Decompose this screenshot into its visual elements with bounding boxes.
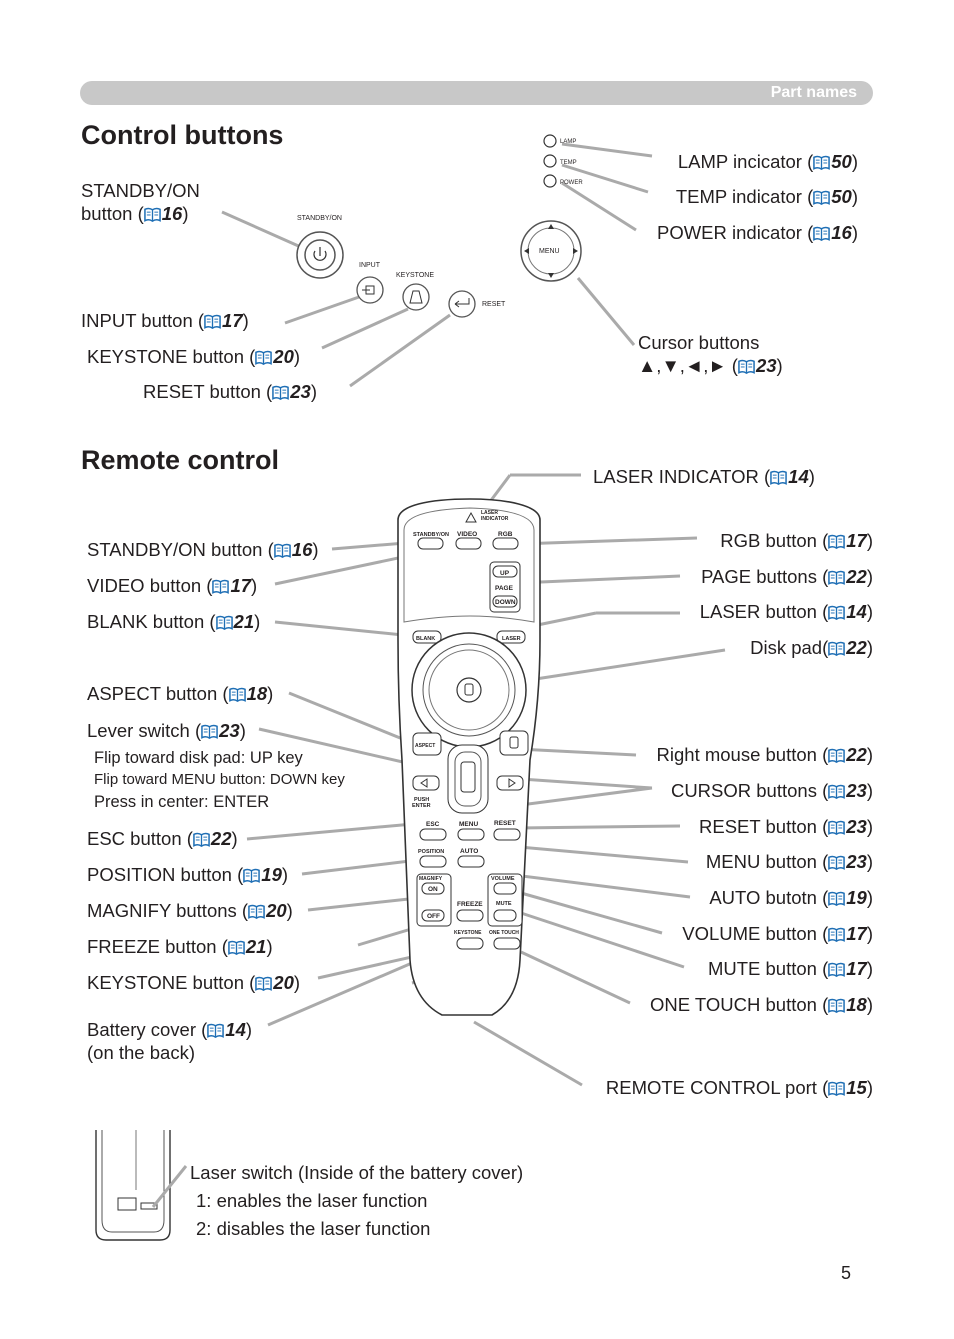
control-buttons-heading: Control buttons — [81, 120, 284, 150]
remote-label-reset: RESET — [494, 820, 516, 827]
remote-label-laser-indicator-2: INDICATOR — [481, 516, 509, 522]
callout-remote-reset: RESET button ( 23) — [699, 816, 873, 837]
book-icon — [248, 904, 265, 919]
battery-cover-illus — [96, 1130, 170, 1240]
callout-input: INPUT button ( 17) — [81, 310, 249, 331]
remote-label-enter: ENTER — [412, 803, 431, 809]
book-icon — [255, 976, 272, 991]
book-icon — [216, 615, 233, 630]
callout-page: PAGE buttons ( 22) — [701, 566, 873, 587]
callout-remote-blank: BLANK button ( 21) — [87, 611, 261, 632]
remote-label-aspect: ASPECT — [415, 743, 436, 749]
remote-label-up: UP — [500, 570, 510, 577]
callout-remote-lever: Lever switch ( 23) — [87, 720, 246, 741]
callout-remote-volume: VOLUME button ( 17) — [682, 923, 873, 944]
callout-battery-cover: Battery cover ( 14) — [87, 1019, 253, 1040]
panel-label-menu: MENU — [539, 248, 560, 255]
laser-switch-line2: 1: enables the laser function — [196, 1190, 428, 1211]
panel-label-temp: TEMP — [560, 160, 577, 166]
book-icon — [212, 579, 229, 594]
panel-keystone-button-illus — [403, 284, 429, 310]
remote-label-position: POSITION — [418, 849, 445, 855]
callout-cursor-line1: Cursor buttons — [638, 332, 760, 353]
callout-disk-pad: Disk pad( 22) — [750, 637, 873, 658]
remote-label-freeze: FREEZE — [457, 901, 483, 908]
callout-cursor-buttons: CURSOR buttons ( 23) — [670, 780, 873, 801]
book-icon — [828, 784, 845, 799]
callout-remote-standby: STANDBY/ON button ( 16) — [87, 539, 319, 560]
remote-label-off: OFF — [427, 913, 440, 920]
remote-label-auto: AUTO — [460, 848, 479, 855]
panel-label-standby: STANDBY/ON — [297, 215, 342, 222]
book-icon — [828, 998, 845, 1013]
panel-label-input: INPUT — [359, 262, 380, 269]
callout-remote-aspect: ASPECT button ( 18) — [87, 683, 274, 704]
callout-rgb: RGB button ( 17) — [720, 530, 873, 551]
panel-input-button-illus — [357, 277, 383, 303]
remote-label-one-touch: ONE TOUCH — [489, 930, 519, 936]
book-icon — [193, 832, 210, 847]
callout-laser-indicator: LASER INDICATOR ( 14) — [593, 466, 815, 487]
panel-reset-button-illus — [449, 291, 475, 317]
remote-label-standby: STANDBY/ON — [413, 532, 449, 538]
callout-standby: button ( 16) — [81, 203, 189, 224]
book-icon — [828, 605, 845, 620]
callout-remote-menu: MENU button ( 23) — [705, 851, 873, 872]
book-icon — [828, 748, 845, 763]
callout-remote-esc: ESC button ( 22) — [87, 828, 238, 849]
lever-note-enter: Press in center: ENTER — [94, 793, 270, 811]
remote-label-rgb: RGB — [498, 531, 513, 538]
remote-label-page: PAGE — [495, 585, 513, 592]
panel-indicators-illus — [544, 135, 556, 187]
callout-remote-magnify: MAGNIFY buttons ( 20) — [87, 900, 293, 921]
book-icon — [207, 1023, 224, 1038]
remote-label-push: PUSH — [414, 797, 430, 803]
remote-label-on: ON — [428, 886, 438, 893]
book-icon — [828, 927, 845, 942]
book-icon — [243, 868, 260, 883]
panel-label-keystone: KEYSTONE — [396, 272, 434, 279]
remote-label-menu: MENU — [459, 821, 479, 828]
panel-label-power: POWER — [560, 180, 583, 186]
book-icon — [201, 724, 218, 739]
panel-standby-button-illus — [297, 232, 343, 278]
laser-switch-line3: 2: disables the laser function — [196, 1218, 431, 1239]
remote-control-heading: Remote control — [81, 445, 280, 475]
section-label: Part names — [770, 84, 857, 101]
book-icon — [770, 470, 787, 485]
panel-label-lamp: LAMP — [560, 139, 577, 145]
callout-remote-one-touch: ONE TOUCH button ( 18) — [650, 994, 873, 1015]
callout-lamp: LAMP incicator ( 50) — [677, 151, 858, 172]
callout-laser: LASER button ( 14) — [699, 601, 873, 622]
remote-label-magnify: MAGNIFY — [419, 876, 443, 882]
callout-standby-line1: STANDBY/ON — [81, 180, 200, 201]
book-icon — [828, 570, 845, 585]
book-icon — [274, 543, 291, 558]
book-icon — [813, 226, 830, 241]
panel-label-reset: RESET — [482, 301, 506, 308]
callout-right-mouse: Right mouse button ( 22) — [656, 744, 873, 765]
callout-power: POWER indicator ( 16) — [656, 222, 858, 243]
book-icon — [229, 687, 246, 702]
remote-label-laser: LASER — [502, 636, 521, 642]
book-icon — [255, 350, 272, 365]
book-icon — [228, 940, 245, 955]
book-icon — [828, 891, 845, 906]
book-icon — [828, 962, 845, 977]
book-icon — [813, 155, 830, 170]
book-icon — [272, 385, 289, 400]
remote-label-esc: ESC — [426, 821, 440, 828]
remote-label-volume: VOLUME — [491, 876, 515, 882]
callout-reset: RESET button ( 23) — [143, 381, 317, 402]
book-icon — [828, 534, 845, 549]
callout-cursor: ▲,▼,◄,► ( 23) — [638, 355, 783, 376]
lever-note-up: Flip toward disk pad: UP key — [94, 749, 303, 767]
book-icon — [828, 641, 845, 656]
remote-label-down: DOWN — [495, 599, 516, 606]
callout-remote-video: VIDEO button ( 17) — [87, 575, 258, 596]
book-icon — [828, 1081, 845, 1096]
remote-label-mute: MUTE — [496, 901, 512, 907]
remote-body-illus — [398, 499, 540, 1015]
book-icon — [813, 190, 830, 205]
remote-label-laser-indicator-1: LASER — [481, 510, 498, 516]
callout-temp: TEMP indicator ( 50) — [675, 186, 858, 207]
remote-label-keystone: KEYSTONE — [454, 930, 482, 936]
page-number: 5 — [841, 1263, 852, 1283]
laser-switch-line1: Laser switch (Inside of the battery cover) — [190, 1162, 524, 1183]
callout-remote-mute: MUTE button ( 17) — [707, 958, 873, 979]
remote-label-blank: BLANK — [416, 636, 436, 642]
remote-label-video: VIDEO — [457, 531, 478, 538]
callout-remote-control-port: REMOTE CONTROL port ( 15) — [605, 1077, 873, 1098]
callout-battery-cover-line2: (on the back) — [87, 1042, 195, 1063]
book-icon — [828, 855, 845, 870]
lever-note-down: Flip toward MENU button: DOWN key — [94, 771, 345, 788]
callout-remote-freeze: FREEZE button ( 21) — [87, 936, 273, 957]
callout-remote-position: POSITION button ( 19) — [87, 864, 289, 885]
callout-remote-auto: AUTO butotn ( 19) — [709, 887, 873, 908]
callout-remote-keystone: KEYSTONE button ( 20) — [87, 972, 301, 993]
book-icon — [144, 207, 161, 222]
book-icon — [738, 359, 755, 374]
callout-keystone: KEYSTONE button ( 20) — [87, 346, 301, 367]
book-icon — [828, 820, 845, 835]
book-icon — [204, 314, 221, 329]
